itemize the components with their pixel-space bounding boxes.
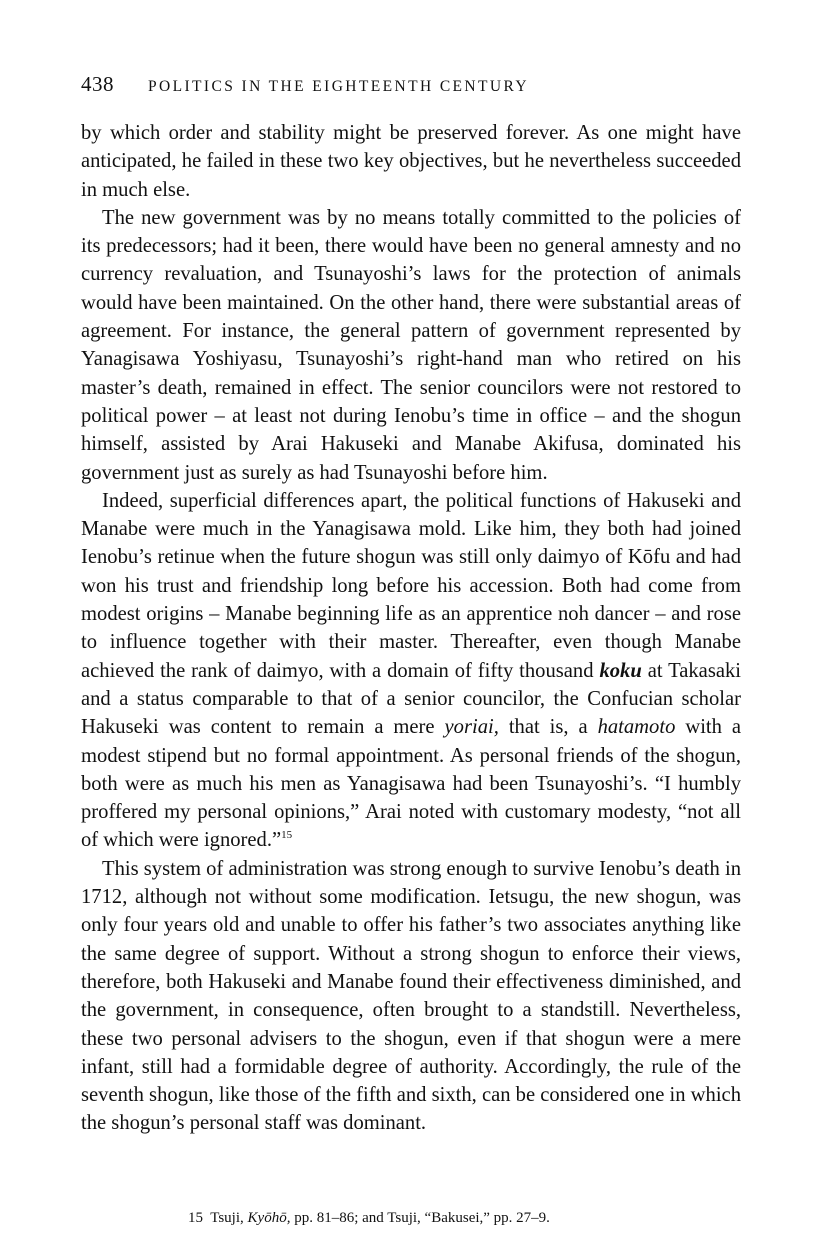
paragraph-text: that is, a <box>508 716 588 739</box>
body-text <box>81 119 741 1138</box>
footnote-number: 15 <box>188 1210 203 1226</box>
paragraph-continued: by which order and stability might be preserved forever. As one might have anticipated, he failed in these two key objectives, but he nevertheless succeeded in much else. <box>81 122 741 201</box>
term-yoriai: yoriai, <box>444 716 499 739</box>
footnote-reference[interactable]: 15 <box>281 829 293 842</box>
footnote-text: Tsuji, <box>210 1210 244 1226</box>
paragraph-text: at Takasaki and a status comparable to that of a senior councilor, the Confucian scholar Hakuseki was content to remain a mere <box>81 659 741 739</box>
page-number: 438 <box>81 72 114 96</box>
footnote-title: Kyōhō, <box>247 1210 291 1226</box>
paragraph: This system of administration was strong enough to survive Ienobu’s death in 1712, although not without some modification. Ietsugu, the new shogun, was only four years old and unable to offer his father’s two associates anything like the same degree of support. Without a strong shogun to enforce their views, therefore, both Hakuseki and Manabe found their effectiveness diminished, and the government, in consequence, often brought to a standstill. Nevertheless, these two personal advisers to the shogun, even if that shogun were a mere infant, still had a formidable degree of authority. Accordingly, the rule of the seventh shogun, like those of the fifth and sixth, can be considered one in which the shogun’s personal staff was dominant. <box>81 857 741 1135</box>
page-header <box>81 72 741 102</box>
term-hatamoto: hatamoto <box>597 716 676 739</box>
footnote-text: pp. 81–86; and Tsuji, “Bakusei,” pp. 27–9. <box>294 1210 550 1226</box>
paragraph: The new government was by no means totally committed to the policies of its predecessors; had it been, there would have been no general amnesty and no currency revaluation, and Tsunayoshi’s laws for the protection of animals would have been maintained. On the other hand, there were substantial areas of agreement. For instance, the general pattern of government represented by Yanagisawa Yoshiyasu, Tsunayoshi’s right-hand man who retired on his master’s death, remained in effect. The senior councilors were not restored to political power – at least not during Ienobu’s time in office – and the shogun himself, assisted by Arai Hakuseki and Manabe Akifusa, dominated his government just as surely as had Tsunayoshi before him. <box>81 206 741 484</box>
paragraph <box>81 487 741 855</box>
paragraph-text: with a modest stipend but no formal appointment. As personal friends of the shogun, both were as much his men as Yanagisawa had been Tsunayoshi’s. “I humbly proffered my personal opinions,” Arai noted with customary modesty, “not all of which were ignored.” <box>81 716 742 852</box>
paragraph-text: Indeed, superficial differences apart, the political functions of Hakuseki and Manabe were much in the Yanagisawa mold. Like him, they both had joined Ienobu’s retinue when the future shogun was still only daimyo of Kōfu and had won his trust and friendship long before his accession. Both had come from modest origins – Manabe beginning life as an apprentice noh dancer – and rose to influence together with their master. Thereafter, even though Manabe achieved the rank of daimyo, with a domain of fifty thousand <box>81 489 741 682</box>
running-head: POLITICS IN THE EIGHTEENTH CENTURY <box>148 78 529 95</box>
footnote <box>188 1208 748 1228</box>
term-koku: koku <box>599 659 642 682</box>
